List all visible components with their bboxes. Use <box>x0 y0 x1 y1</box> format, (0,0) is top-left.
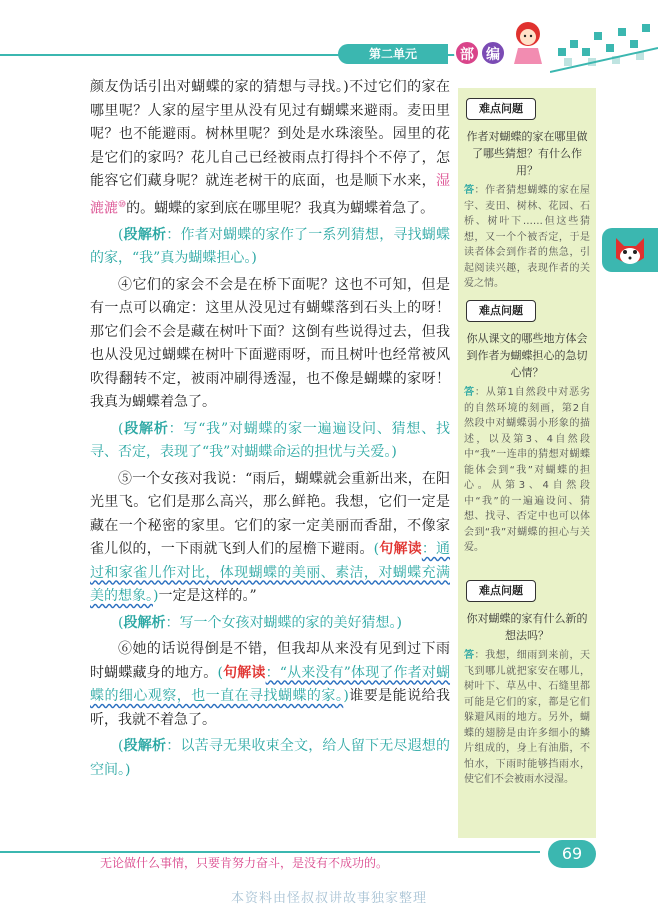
sentence-note-text: ：“从来没有”体现了作者对蝴蝶的细心观察，也一直在寻找蝴蝶的家。 <box>90 664 451 705</box>
main-article <box>90 76 450 785</box>
page-number: 69 <box>548 840 596 868</box>
question-block-2 <box>464 300 590 556</box>
highlight-word: 湿漉漉 <box>90 173 450 217</box>
footnote-marker: ⑩ <box>118 199 127 210</box>
analysis-text: ：写“我”对蝴蝶的家一遍遍设问、猜想、找寻、否定，表现了“我”对蝴蝶命运的担忧与关爱。 <box>90 420 450 461</box>
footer-motto: 无论做什么事情，只要肯努力奋斗，是没有不成功的。 <box>100 856 389 870</box>
paragraph-4: ④它们的家会不会是在桥下面呢？这也不可知，但是有一点可以确定：这里从没见过有蝴蝶落到石头上的呀！那它们会不会是藏在树叶下面？这倒有些说得过去，但我也从没见过蝴蝶在树叶下面避雨呀，而且树叶也经常被风吹得翻转不定，被雨冲刷得透湿，也不像是蝴蝶的家呀！我真为蝴蝶着急了。 <box>90 276 450 411</box>
paragraph-5: ⑤一个女孩对我说：“雨后，蝴蝶就会重新出来，在阳光里飞。它们是那么高兴，那么鲜艳。我想，它们一定是藏在一个秘密的家里。它们的家一定美丽而香甜，不像家雀儿似的，一下雨就飞到人们的屋檐下避雨。(句解读：通过和家雀儿作对比，体现蝴蝶的美丽、素洁，对蝴蝶充满美的想象。)一定是这样的。” <box>90 470 451 605</box>
fox-mascot-icon <box>612 232 648 268</box>
question-text: 你对蝴蝶的家有什么新的想法吗？ <box>466 612 588 642</box>
question-block-3 <box>464 580 590 788</box>
series-badge-bian: 编 <box>480 40 506 66</box>
paragraph-5-end: 一定是这样的。” <box>158 588 257 605</box>
analysis-text: ：写一个女孩对蝴蝶的家的美好猜想。 <box>165 614 397 631</box>
question-label: 难点问题 <box>466 98 536 120</box>
watermark-text: 本资料由怪叔叔讲故事独家整理 <box>230 891 427 906</box>
paragraph-5-text: ⑤一个女孩对我说：“雨后，蝴蝶就会重新出来，在阳光里飞。它们是那么高兴，那么鲜艳。我想，它们一定是藏在一个秘密的家里。它们的家一定美丽而香甜，不像家雀儿似的，一下雨就飞到人们的屋檐下避雨。 <box>90 470 450 558</box>
analysis-4: (段解析：以苦寻无果收束全文，给人留下无尽遐想的空间。) <box>90 738 451 778</box>
analysis-3: (段解析：写一个女孩对蝴蝶的家的美好猜想。) <box>118 614 402 631</box>
answer-text: 答：从第1自然段中对恶劣的自然环境的刻画，第2自然段中对蝴蝶弱小形象的描述，以及第3、4自然段中“我”一连串的猜想对蝴蝶能体会到“我”对蝴蝶的担心。从第3、4自然段中“我”的一遍遍设问、猜想、找寻、否定中也可以体会到“我”对蝴蝶的担心与关爱。 <box>464 387 590 553</box>
paragraph-6-text: ⑥她的话说得倒是不错，但我却从来没有见到过下雨时蝴蝶藏身的地方。 <box>90 641 450 681</box>
question-label: 难点问题 <box>466 580 536 602</box>
answer-text: 答：作者猜想蝴蝶的家在屋宇、麦田、树林、花园、石桥、树叶下……但这些猜想，又一个个被否定，于是读者体会到作者的焦急，引起阅读兴趣，表现作者的关爱之情。 <box>464 185 591 289</box>
question-block-1 <box>464 98 590 292</box>
paragraph-3 <box>90 76 450 221</box>
analysis-tag: 段解析 <box>123 226 167 243</box>
sentence-note-text: ：通过和家雀儿作对比，体现蝴蝶的美丽、素洁，对蝴蝶充满美的想象。 <box>90 541 451 605</box>
analysis-tag: 段解析 <box>123 614 166 631</box>
mascot-girl-icon <box>508 18 548 66</box>
paragraph-6-end: 谁要是能说给我听，我就不着急了。 <box>90 688 451 728</box>
question-text: 作者对蝴蝶的家在哪里做了哪些猜想？有什么作用？ <box>466 130 588 177</box>
question-label: 难点问题 <box>466 300 536 322</box>
analysis-1: (段解析：作者对蝴蝶的家作了一系列猜想，寻找蝴蝶的家，“我”真为蝴蝶担心。) <box>90 226 451 267</box>
series-badge-bu: 部 <box>454 40 480 66</box>
analysis-tag: 段解析 <box>123 420 169 437</box>
analysis-text: ：以苦寻无果收束全文，给人留下无尽遐想的空间。 <box>90 738 451 778</box>
paragraph-6: ⑥她的话说得倒是不错，但我却从来没有见到过下雨时蝴蝶藏身的地方。(句解读：“从来没有”体现了作者对蝴蝶的细心观察，也一直在寻找蝴蝶的家。)谁要是能说给我听，我就不着急了。 <box>90 641 451 728</box>
question-text: 你从课文的哪些地方体会到作者为蝴蝶担心的急切心情？ <box>466 332 588 379</box>
difficult-questions-sidebar <box>458 88 596 838</box>
analysis-2: (段解析：写“我”对蝴蝶的家一遍遍设问、猜想、找寻、否定，表现了“我”对蝴蝶命运的担忧与关爱。) <box>90 420 450 461</box>
header-decoration <box>550 18 658 74</box>
analysis-text: ：作者对蝴蝶的家作了一系列猜想，寻找蝴蝶的家，“我”真为蝴蝶担心。 <box>90 226 451 267</box>
page-header <box>0 0 658 70</box>
unit-label: 第二单元 <box>338 44 448 64</box>
paragraph-3-text: 颜友伪话引出对蝴蝶的家的猜想与寻找。)不过它们的家在哪里呢？人家的屋宇里从没有见过有蝴蝶来避雨。麦田里呢？也不能避雨。树林里呢？到处是水珠滚坠。园里的花是它们的家吗？花儿自己已经被雨点打得抖个不停了，怎能容它们藏身呢？就连老树干的底面，也是顺下水来， <box>90 79 450 189</box>
sentence-note-tag: 句解读 <box>222 664 266 681</box>
footer-rule <box>0 851 540 853</box>
sentence-note-tag: 句解读 <box>379 541 422 558</box>
paragraph-3-end: 的。蝴蝶的家到底在哪里呢？我真为蝴蝶着急了。 <box>126 200 435 217</box>
analysis-tag: 段解析 <box>123 738 167 755</box>
answer-text: 答：我想，细雨到来前，天飞到哪儿就把家安在哪儿，树叶下、草丛中、石缝里都可能是它们的家，都是它们躲避风雨的地方。另外，蝴蝶的翅膀是由许多细小的鳞片组成的，身上有油脂，不怕水，下雨时能够挡雨水，使它们不会被雨水浸湿。 <box>464 650 591 785</box>
